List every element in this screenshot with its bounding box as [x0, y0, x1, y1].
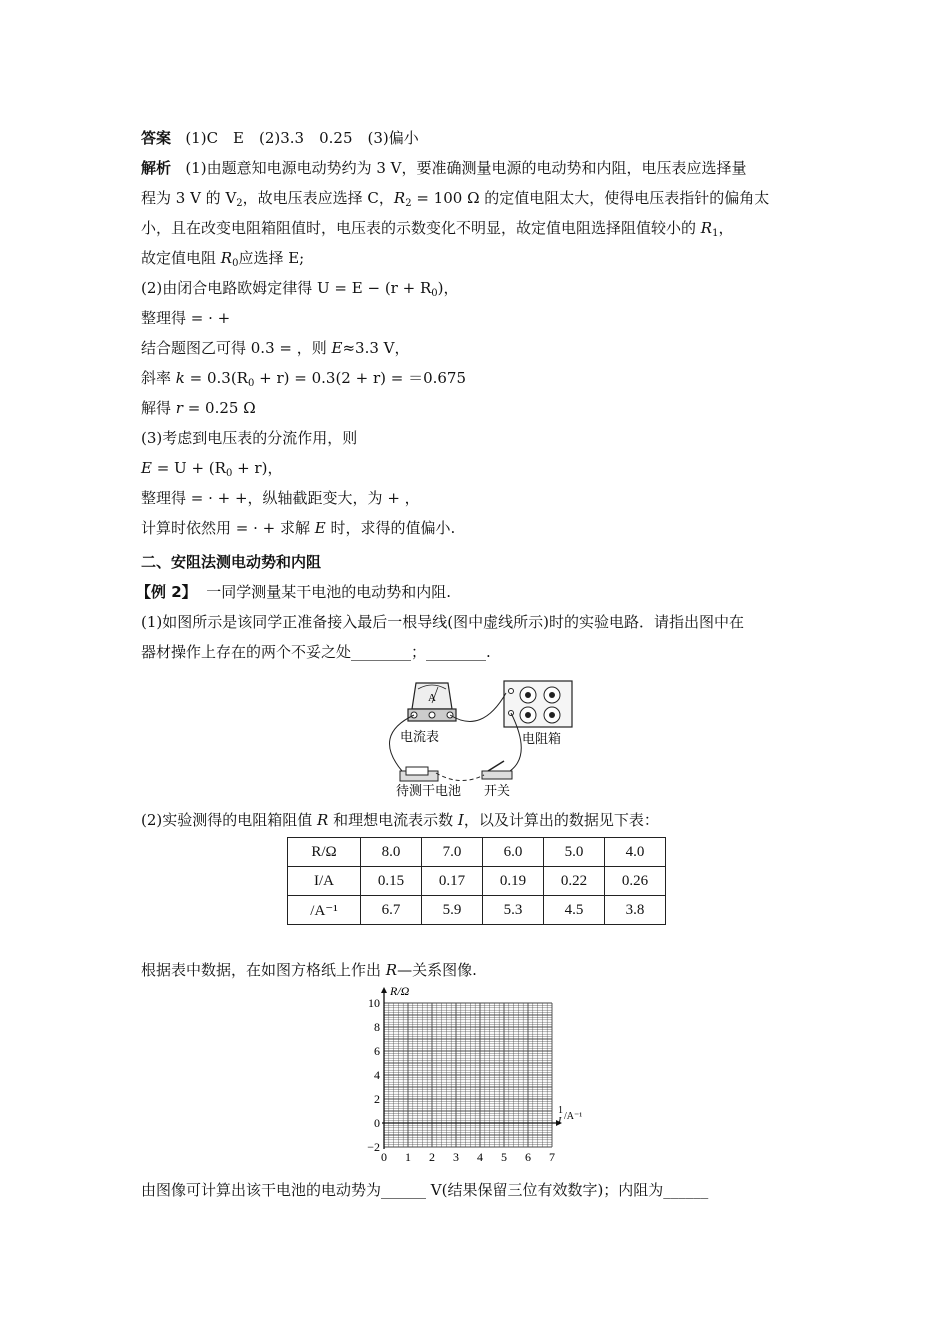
- analysis-line-3: 小，且在改变电阻箱阻值时，电压表的示数变化不明显，故定值电阻选择阻值较小的 $R_1$，: [141, 219, 734, 239]
- wire-ammeter-box: [450, 693, 506, 721]
- symbol-R-graph: R: [385, 961, 398, 979]
- y-axis-label: R/Ω: [390, 985, 410, 998]
- question-1-line-1: (1)如图所示是该同学正准备接入最后一根导线(图中虚线所示)时的实验电路．请指出图中在: [141, 613, 744, 631]
- analysis-text-4a: 故定值电阻: [141, 249, 221, 267]
- table-cell: 4.0: [605, 838, 666, 867]
- analysis-line-4: [141, 248, 304, 274]
- circuit-diagram: [372, 675, 582, 801]
- symbol-E: E: [331, 339, 343, 357]
- answer-line: [141, 128, 419, 148]
- example-text: 一同学测量某干电池的电动势和内阻.: [206, 583, 451, 601]
- table-cell: 4.5: [544, 896, 605, 925]
- table-cell: 6.7: [361, 896, 422, 925]
- analysis-line-6: 整理得 = · +: [141, 309, 231, 327]
- sub-1: 1: [712, 228, 719, 239]
- sub-2: 2: [236, 198, 243, 209]
- dashed-wire: [436, 773, 484, 781]
- analysis-text-11a: = U + (R: [151, 459, 226, 477]
- ammeter-letter: A: [428, 692, 436, 704]
- analysis-line-12: 整理得 = · + +，纵轴截距变大，为 + ，: [141, 489, 420, 507]
- after-table-text-b: —关系图像.: [397, 961, 477, 979]
- data-table: [287, 837, 666, 925]
- table-cell: 3.8: [605, 896, 666, 925]
- y-tick-label: 10: [368, 996, 380, 1010]
- analysis-text-3: 小，且在改变电阻箱阻值时，电压表的示数变化不明显，故定值电阻选择阻值较小的: [141, 219, 701, 237]
- table-cell: 7.0: [422, 838, 483, 867]
- analysis-line-13: [141, 518, 455, 538]
- q2-text-a: (2)实验测得的电阻箱阻值: [141, 811, 318, 829]
- symbol-I-q2: I: [457, 811, 464, 829]
- x-axis-label-numerator: 1: [558, 1105, 563, 1116]
- q2-text-b: 和理想电流表示数: [328, 811, 458, 829]
- analysis-text-2b: ，故电压表应选择 C，: [242, 189, 394, 207]
- analysis-text-2a: 程为 3 V 的 V: [141, 189, 237, 207]
- analysis-line-11: [141, 458, 282, 484]
- analysis-line-8: [141, 368, 466, 394]
- analysis-text-4b: 应选择 E;: [238, 249, 305, 267]
- symbol-r: r: [175, 399, 183, 417]
- table-cell: 0.22: [544, 867, 605, 896]
- question-2-line: [141, 810, 659, 830]
- x-tick-label: 1: [405, 1150, 411, 1164]
- y-tick-label: 0: [374, 1116, 380, 1130]
- grid-lines: [384, 1003, 552, 1147]
- resistor-box-label: 电阻箱: [522, 732, 562, 747]
- y-tick-label: 6: [374, 1044, 380, 1058]
- analysis-line-5: [141, 278, 458, 304]
- analysis-text-9b: = 0.25 Ω: [182, 399, 256, 417]
- table-cell: 5.0: [544, 838, 605, 867]
- table-cell: 0.17: [422, 867, 483, 896]
- y-tick-label: 4: [374, 1068, 380, 1082]
- y-tick-label: 8: [374, 1020, 380, 1034]
- after-table-text: 根据表中数据，在如图方格纸上作出: [141, 961, 386, 979]
- table-cell: 0.15: [361, 867, 422, 896]
- table-cell: 0.19: [483, 867, 544, 896]
- table-cell: 0.26: [605, 867, 666, 896]
- x-tick-label: 0: [381, 1150, 387, 1164]
- after-table-line: [141, 960, 477, 980]
- symbol-k: k: [175, 369, 185, 387]
- analysis-text-1: (1)由题意知电源电动势约为 3 V，要准确测量电源的电动势和内阻，电压表应选择量: [185, 159, 747, 177]
- x-tick-label: 7: [549, 1150, 555, 1164]
- analysis-text-9a: 解得: [141, 399, 176, 417]
- table-head: I/A: [288, 867, 361, 896]
- answer-label: 答案: [141, 129, 172, 147]
- symbol-R: R: [393, 189, 406, 207]
- analysis-text-13b: 时，求得的值偏小.: [325, 519, 456, 537]
- table-cell: 5.3: [483, 896, 544, 925]
- table-cell: 6.0: [483, 838, 544, 867]
- sub-2b: 2: [405, 198, 412, 209]
- x-axis-label-unit: /A⁻¹: [564, 1111, 583, 1122]
- analysis-line-9: [141, 398, 256, 418]
- symbol-R1: R: [700, 219, 713, 237]
- example-2-line: [136, 582, 451, 602]
- sub-0c: 0: [247, 378, 255, 389]
- switch-icon: [482, 761, 512, 779]
- analysis-text-11b: + r)，: [232, 459, 283, 477]
- symbol-R-q2: R: [317, 811, 329, 829]
- x-tick-label: 5: [501, 1150, 507, 1164]
- analysis-label: 解析: [141, 159, 172, 177]
- analysis-line-2: [141, 188, 769, 214]
- x-tick-label: 4: [477, 1150, 483, 1164]
- y-axis-arrow-icon: [381, 987, 387, 993]
- x-tick-label: 6: [525, 1150, 531, 1164]
- grid-chart: [352, 985, 592, 1165]
- q2-text-c: ，以及计算出的数据见下表：: [463, 811, 659, 829]
- table-cell: 8.0: [361, 838, 422, 867]
- analysis-text-8b: = 0.3(R: [184, 369, 248, 387]
- symbol-E2: E: [141, 459, 152, 477]
- symbol-R0: R: [220, 249, 233, 267]
- switch-label: 开关: [484, 784, 511, 799]
- answer-text: (1)C E (2)3.3 0.25 (3)偏小: [185, 129, 419, 147]
- analysis-text-2c: = 100 Ω 的定值电阻太大，使得电压表指针的偏角太: [411, 189, 770, 207]
- analysis-text-8c: + r) = 0.3(2 + r) = ＝0.675: [254, 369, 467, 387]
- sub-0: 0: [232, 258, 239, 269]
- analysis-text-7a: 结合题图乙可得 0.3 = ，则: [141, 339, 332, 357]
- table-row: [288, 896, 666, 925]
- analysis-text-13a: 计算时依然用 = · + 求解: [141, 519, 315, 537]
- ammeter-label: 电流表: [400, 730, 440, 745]
- analysis-text-7b: ≈3.3 V，: [342, 339, 410, 357]
- y-tick-label: −2: [367, 1140, 380, 1154]
- analysis-text-5b: )，: [437, 279, 459, 297]
- table-head: /A⁻¹: [288, 896, 361, 925]
- battery-label: 待测干电池: [396, 784, 462, 799]
- symbol-E3: E: [314, 519, 326, 537]
- x-tick-label: 3: [453, 1150, 459, 1164]
- y-tick-label: 2: [374, 1092, 380, 1106]
- final-question-line: 由图像可计算出该干电池的电动势为______ V(结果保留三位有效数字)；内阻为______: [141, 1181, 709, 1199]
- table-head: R/Ω: [288, 838, 361, 867]
- sub-0b: 0: [431, 288, 438, 299]
- table-row: [288, 867, 666, 896]
- analysis-line-10: (3)考虑到电压表的分流作用，则: [141, 429, 358, 447]
- analysis-line-1: [141, 158, 747, 178]
- analysis-text-8a: 斜率: [141, 369, 176, 387]
- example-label: 【例 2】: [136, 583, 197, 601]
- table-row: [288, 838, 666, 867]
- section-2-title: 二、安阻法测电动势和内阻: [141, 553, 322, 571]
- x-axis-label-denominator: I: [558, 1116, 562, 1127]
- x-tick-label: 2: [429, 1150, 435, 1164]
- question-1-line-2: 器材操作上存在的两个不妥之处________；________.: [141, 643, 491, 661]
- battery-icon: [400, 767, 438, 781]
- sub-0d: 0: [225, 468, 233, 479]
- analysis-line-7: [141, 338, 409, 358]
- table-cell: 5.9: [422, 896, 483, 925]
- analysis-text-5: (2)由闭合电路欧姆定律得 U = E − (r + R: [141, 279, 432, 297]
